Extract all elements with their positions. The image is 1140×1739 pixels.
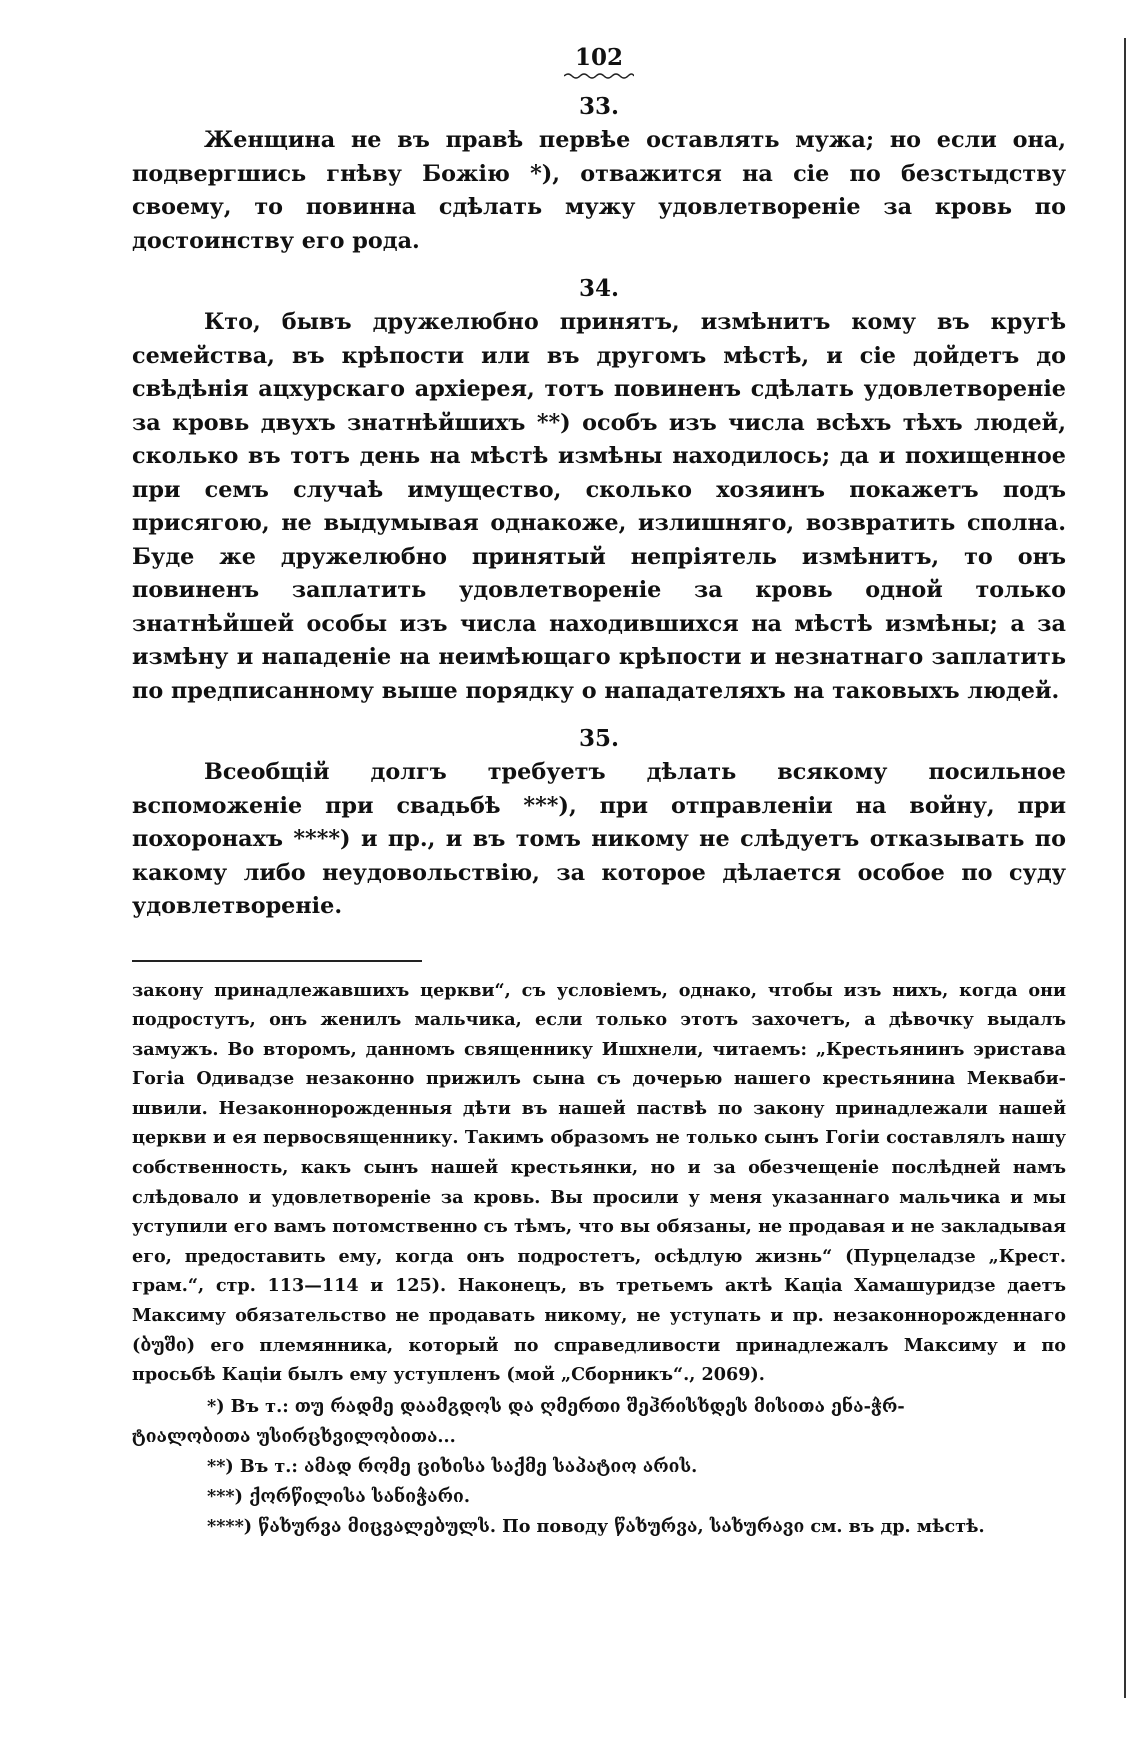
footnotes-list [132, 1392, 1066, 1542]
footnote-2 [132, 1452, 1066, 1482]
article-35-text: Всеобщій долгъ требуетъ дѣлать всякому посильное вспоможеніе при свадьбѣ ***), при отправленіи на войну, при похоронахъ ****) и пр., и въ томъ никому не слѣдуетъ отказывать по какому либо неудовольствію, за которое дѣлается особое по суду удовлетвореніе. [132, 759, 1066, 919]
article-33-number: 33. [578, 93, 619, 120]
footnote-1-text: Въ т.: თუ რადმე დაამგდოს და ღმერთი შეჰრისხდეს მისითა ენა-ჭრ- [230, 1395, 905, 1417]
page-edge-rule [1124, 38, 1126, 1698]
page-number: 102 [574, 44, 623, 71]
footnote-2-marker: **) [207, 1455, 234, 1477]
footnote-3-marker: ***) [207, 1485, 243, 1507]
article-34-text: Кто, бывъ дружелюбно принятъ, измѣнитъ кому въ кругѣ семейства, въ крѣпости или въ другомъ мѣстѣ, и сіе дойдетъ до свѣдѣнія ацхурскаго архіерея, тотъ повиненъ сдѣлать удовлетвореніе за кровь двухъ знатнѣйшихъ **) особъ изъ числа всѣхъ тѣхъ людей, сколько въ тотъ день на мѣстѣ измѣны находилось; да и похищенное при семъ случаѣ имущество, сколько хозяинъ покажетъ подъ присягою, не выдумывая однакоже, излишняго, возвратить сполна. Буде же дружелюбно принятый непріятель измѣнитъ, то онъ повиненъ заплатить удовлетвореніе за кровь одной только знатнѣйшей особы изъ числа находившихся на мѣстѣ измѣны; а за измѣну и нападеніе на неимѣющаго крѣпости и незнатнаго заплатить по предписанному выше порядку о нападателяхъ на таковыхъ людей. [132, 309, 1066, 704]
article-35-number: 35. [578, 725, 619, 752]
footnote-3-text: ქორწილისა სანიჭარი. [249, 1485, 470, 1507]
footnote-divider [132, 960, 422, 962]
footnote-1b-text: ტიალობითა უსირცხვილობითა... [132, 1425, 456, 1447]
footnote-1-marker: *) [207, 1395, 225, 1417]
article-34-number: 34. [578, 275, 619, 302]
footnote-4 [132, 1512, 1066, 1542]
footnote-2-text: Въ т.: ამად რომე ციხისა საქმე საპატიო არის. [239, 1455, 698, 1477]
footnote-1-continuation [132, 1422, 1066, 1452]
footnote-1 [132, 1392, 1066, 1422]
footnote-continuation: закону принадлежавшихъ церкви“, съ условіемъ, однако, чтобы изъ нихъ, когда они подростутъ, онъ женилъ мальчика, если только этотъ захочетъ, а дѣвочку выдалъ замужъ. Во второмъ, данномъ священнику Ишхнели, читаемъ: „Крестьянинъ эристава Гогіа Одивадзе незаконно прижилъ сына съ дочерью нашего крестьянина Мекваби-швили. Незаконнорожденныя дѣти въ нашей паствѣ по закону принадлежали нашей церкви и ея первосвященнику. Такимъ образомъ не только сынъ Гогіи составлялъ нашу собственность, какъ сынъ нашей крестьянки, но и за обезчещеніе послѣдней намъ слѣдовало и удовлетвореніе за кровь. Вы просили у меня указаннаго мальчика и мы уступили его вамъ потомственно съ тѣмъ, что вы обязаны, не продавая и не закладывая его, предоставить ему, когда онъ подростетъ, осѣдлую жизнь“ (Пурцеладзе „Крест. грам.“, стр. 113—114 и 125). Наконецъ, въ третьемъ актѣ Каціа Хамашуридзе даетъ Максиму обязательство не продавать никому, не уступать и пр. незаконнорожденнаго (ბუში) его племянника, который по справедливости принадлежалъ Максиму и по просьбѣ Каціи былъ ему уступленъ (мой „Сборникъ“., 2069). [132, 979, 1066, 1386]
book-page [132, 40, 1066, 1542]
footnote-4-text: წახურვა მიცვალებულს. По поводу წახურვა, სახურავი см. въ др. мѣстѣ. [258, 1515, 985, 1537]
article-33-text: Женщина не въ правѣ первѣе оставлять мужа; но если она, подвергшись гнѣву Божію *), отважится на сіе по безстыдству своему, то повинна сдѣлать мужу удовлетвореніе за кровь по достоинству его рода. [132, 127, 1066, 254]
footnote-4-marker: ****) [207, 1515, 253, 1537]
footnote-3 [132, 1482, 1066, 1512]
